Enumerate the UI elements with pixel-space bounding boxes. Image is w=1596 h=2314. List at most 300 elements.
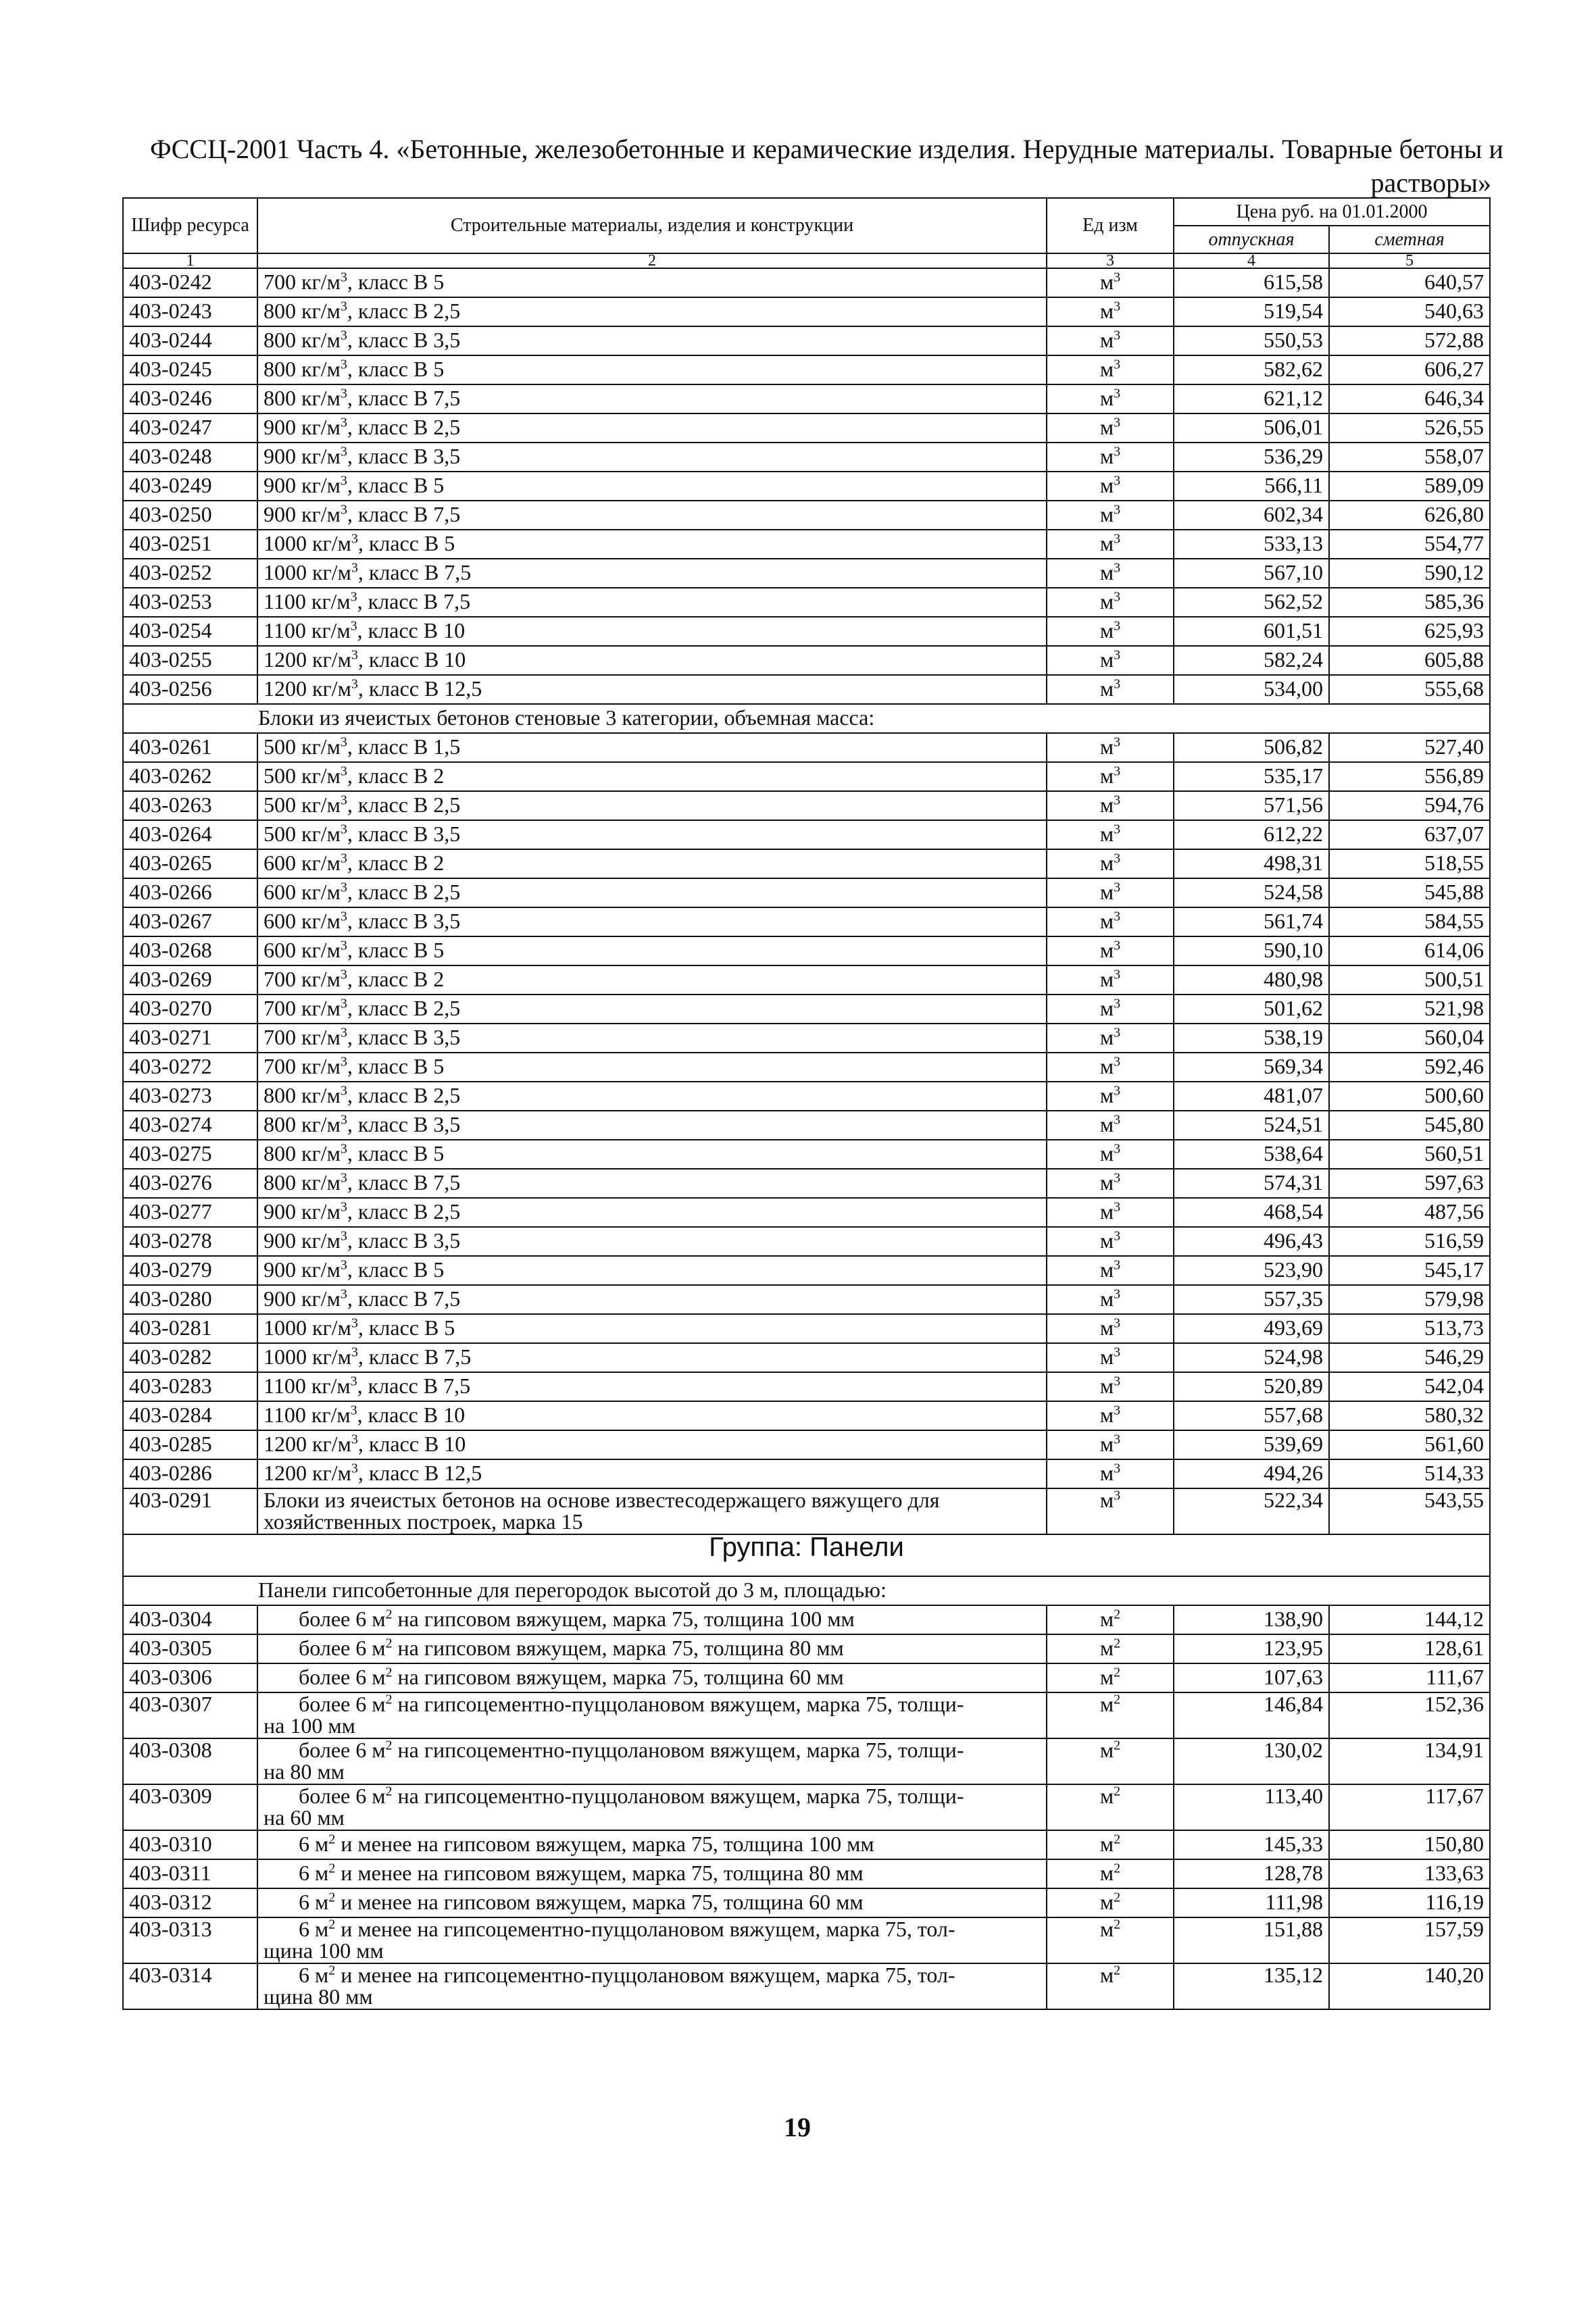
- unit-exponent: 3: [1114, 1112, 1121, 1128]
- table-row: [123, 936, 1490, 965]
- row-code: 403-0265: [123, 849, 257, 878]
- density-text: 900 кг/м: [264, 444, 341, 468]
- row-price-wholesale: 612,22: [1174, 820, 1329, 849]
- density-text: 800 кг/м: [264, 386, 341, 410]
- table-row: [123, 1459, 1490, 1488]
- row-price-wholesale: 571,56: [1174, 791, 1329, 820]
- row-price-estimate: 526,55: [1329, 413, 1490, 443]
- row-price-wholesale: 493,69: [1174, 1314, 1329, 1343]
- unit-text: м: [1099, 967, 1114, 991]
- row-code: 403-0304: [123, 1605, 257, 1634]
- density-text: 900 кг/м: [264, 502, 341, 526]
- row-unit: [1047, 907, 1174, 936]
- density-exponent: 3: [340, 415, 347, 430]
- row-price-estimate: 543,55: [1329, 1488, 1490, 1534]
- row-price-wholesale: 569,34: [1174, 1053, 1329, 1082]
- table-row: [123, 355, 1490, 384]
- density-exponent: 3: [340, 734, 347, 750]
- row-code: 403-0277: [123, 1198, 257, 1227]
- density-exponent: 3: [340, 851, 347, 866]
- row-unit: [1047, 297, 1174, 326]
- density-exponent: 3: [340, 1025, 347, 1040]
- row-description: [257, 820, 1047, 849]
- row-price-estimate: 128,61: [1329, 1634, 1490, 1663]
- row-description: [257, 1663, 1047, 1692]
- row-unit: [1047, 1634, 1174, 1663]
- table-row: [123, 1372, 1490, 1401]
- class-text: , класс В 3,5: [347, 444, 461, 468]
- row-unit: [1047, 384, 1174, 413]
- unit-text: м: [1099, 1286, 1114, 1311]
- unit-text: м: [1099, 1083, 1114, 1107]
- class-text: , класс В 7,5: [347, 1286, 461, 1311]
- row-description: [257, 1830, 1047, 1859]
- table-row: [123, 472, 1490, 501]
- density-exponent: 3: [350, 618, 357, 634]
- unit-text: м: [1099, 1461, 1114, 1485]
- unit-exponent: 3: [1114, 967, 1121, 982]
- density-exponent: 3: [340, 996, 347, 1011]
- unit-exponent: 3: [1114, 676, 1121, 692]
- table-row: [123, 501, 1490, 530]
- unit-text: м: [1099, 531, 1114, 555]
- area-text: 6 м: [299, 1890, 329, 1914]
- area-text: 6 м: [299, 1832, 329, 1856]
- row-description: [257, 1169, 1047, 1198]
- unit-exponent: 3: [1114, 1315, 1121, 1331]
- density-exponent: 3: [340, 270, 347, 285]
- description-text: на гипсовом вяжущем, марка 75, толщина 80 мм: [392, 1636, 844, 1660]
- row-price-estimate: 605,88: [1329, 646, 1490, 675]
- area-text: более 6 м: [299, 1692, 386, 1716]
- unit-text: м: [1099, 1665, 1114, 1689]
- row-description: [257, 878, 1047, 907]
- density-text: 900 кг/м: [264, 1228, 341, 1253]
- table-row: [123, 1024, 1490, 1053]
- unit-exponent: 3: [1114, 1403, 1121, 1418]
- row-price-estimate: 637,07: [1329, 820, 1490, 849]
- row-price-wholesale: 146,84: [1174, 1692, 1329, 1738]
- unit-exponent: 2: [1114, 1917, 1121, 1932]
- col-header-wholesale: отпускная: [1174, 226, 1329, 253]
- description-line-1: [264, 1917, 955, 1941]
- row-price-wholesale: 481,07: [1174, 1082, 1329, 1111]
- row-price-estimate: 111,67: [1329, 1663, 1490, 1692]
- row-price-estimate: 513,73: [1329, 1314, 1490, 1343]
- table-row: [123, 995, 1490, 1024]
- unit-exponent: 3: [1114, 1374, 1121, 1389]
- table-row: [123, 1663, 1490, 1692]
- unit-exponent: 3: [1114, 357, 1121, 372]
- table-row: [123, 588, 1490, 617]
- table-row-0291: [123, 1488, 1490, 1534]
- unit-text: м: [1099, 1432, 1114, 1456]
- unit-text: м: [1099, 793, 1114, 817]
- row-code: 403-0263: [123, 791, 257, 820]
- row-price-estimate: 589,09: [1329, 472, 1490, 501]
- class-text: , класс В 12,5: [357, 1461, 482, 1485]
- area-exponent: 2: [385, 1665, 393, 1680]
- unit-text: м: [1099, 1112, 1114, 1136]
- row-code: 403-0313: [123, 1917, 257, 1963]
- table-row: [123, 297, 1490, 326]
- area-exponent: 2: [328, 1917, 336, 1932]
- unit-text: м: [1099, 1738, 1114, 1762]
- density-text: 1000 кг/м: [264, 1315, 351, 1340]
- row-code: 403-0305: [123, 1634, 257, 1663]
- row-price-wholesale: 113,40: [1174, 1784, 1329, 1830]
- table-row: [123, 559, 1490, 588]
- density-text: 800 кг/м: [264, 1112, 341, 1136]
- row-description: [257, 1963, 1047, 2009]
- col-header-price: Цена руб. на 01.01.2000: [1174, 198, 1490, 226]
- density-text: 700 кг/м: [264, 996, 341, 1020]
- row-price-estimate: 546,29: [1329, 1343, 1490, 1372]
- row-price-wholesale: 522,34: [1174, 1488, 1329, 1534]
- row-code: 403-0253: [123, 588, 257, 617]
- density-text: 700 кг/м: [264, 270, 341, 294]
- row-code: 403-0281: [123, 1314, 257, 1343]
- row-price-wholesale: 562,52: [1174, 588, 1329, 617]
- class-text: , класс В 3,5: [347, 328, 461, 352]
- table-row: [123, 1888, 1490, 1917]
- table-row: [123, 878, 1490, 907]
- row-description: [257, 646, 1047, 675]
- row-unit: [1047, 762, 1174, 791]
- row-price-estimate: 134,91: [1329, 1738, 1490, 1784]
- class-text: , класс В 5: [347, 1257, 445, 1282]
- unit-text: м: [1099, 386, 1114, 410]
- row-price-wholesale: 501,62: [1174, 995, 1329, 1024]
- row-code: 403-0285: [123, 1430, 257, 1459]
- row-price-wholesale: 107,63: [1174, 1663, 1329, 1692]
- description-line-1: [264, 1692, 964, 1716]
- class-text: , класс В 3,5: [347, 1112, 461, 1136]
- description-line-1: [264, 1738, 964, 1762]
- density-text: 900 кг/м: [264, 1257, 341, 1282]
- table-row: [123, 1169, 1490, 1198]
- unit-exponent: 2: [1114, 1738, 1121, 1753]
- unit-text: м: [1099, 270, 1114, 294]
- unit-text: м: [1099, 560, 1114, 584]
- density-exponent: 3: [340, 1112, 347, 1128]
- row-code: 403-0261: [123, 733, 257, 762]
- unit-exponent: 3: [1114, 1083, 1121, 1099]
- row-unit: [1047, 1488, 1174, 1534]
- column-index: 2: [257, 253, 1047, 268]
- unit-text: м: [1099, 909, 1114, 933]
- row-price-wholesale: 145,33: [1174, 1830, 1329, 1859]
- density-text: 900 кг/м: [264, 1286, 341, 1311]
- row-price-wholesale: 582,24: [1174, 646, 1329, 675]
- table-row: [123, 617, 1490, 646]
- unit-exponent: 3: [1114, 270, 1121, 285]
- row-description: [257, 617, 1047, 646]
- description-line-1: [264, 1607, 855, 1631]
- row-unit: [1047, 1285, 1174, 1314]
- description-text: на гипсоцементно-пуццолановом вяжущем, марка 75, толщи-: [392, 1738, 964, 1762]
- unit-exponent: 2: [1114, 1861, 1121, 1876]
- row-code: 403-0273: [123, 1082, 257, 1111]
- row-code: 403-0245: [123, 355, 257, 384]
- row-price-wholesale: 615,58: [1174, 268, 1329, 297]
- row-description: [257, 1285, 1047, 1314]
- row-unit: [1047, 1784, 1174, 1830]
- row-description: [257, 1140, 1047, 1169]
- row-price-estimate: 558,07: [1329, 443, 1490, 472]
- row-code: 403-0274: [123, 1111, 257, 1140]
- density-exponent: 3: [340, 1199, 347, 1215]
- row-description: [257, 1430, 1047, 1459]
- row-description: [257, 1634, 1047, 1663]
- row-unit: [1047, 965, 1174, 995]
- class-text: , класс В 2,5: [347, 299, 461, 323]
- unit-text: м: [1099, 734, 1114, 759]
- table-row: [123, 1053, 1490, 1082]
- row-price-estimate: 554,77: [1329, 530, 1490, 559]
- row-unit: [1047, 849, 1174, 878]
- group-panels-heading: [123, 1534, 1490, 1605]
- area-exponent: 2: [328, 1963, 336, 1978]
- density-exponent: 3: [340, 299, 347, 314]
- row-description: [257, 791, 1047, 820]
- description-text: и менее на гипсоцементно-пуццолановом вяжущем, марка 75, тол-: [335, 1963, 955, 1987]
- row-description: [257, 1314, 1047, 1343]
- row-price-wholesale: 574,31: [1174, 1169, 1329, 1198]
- unit-exponent: 2: [1114, 1832, 1121, 1847]
- row-price-wholesale: 520,89: [1174, 1372, 1329, 1401]
- row-price-wholesale: 498,31: [1174, 849, 1329, 878]
- column-index: 3: [1047, 253, 1174, 268]
- class-text: , класс В 5: [347, 473, 445, 497]
- table-section-c: [123, 1605, 1490, 2009]
- row-code: 403-0246: [123, 384, 257, 413]
- class-text: , класс В 3,5: [347, 1228, 461, 1253]
- row-unit: [1047, 1343, 1174, 1372]
- row-description: [257, 1401, 1047, 1430]
- row-price-wholesale: 524,98: [1174, 1343, 1329, 1372]
- row-price-wholesale: 123,95: [1174, 1634, 1329, 1663]
- unit-text: м: [1099, 1692, 1114, 1716]
- row-price-wholesale: 533,13: [1174, 530, 1329, 559]
- row-description: [257, 1692, 1047, 1738]
- unit-text: м: [1099, 647, 1114, 672]
- density-text: 700 кг/м: [264, 1025, 341, 1049]
- row-price-estimate: 157,59: [1329, 1917, 1490, 1963]
- unit-exponent: 3: [1114, 444, 1121, 459]
- density-text: 600 кг/м: [264, 938, 341, 962]
- row-price-estimate: 585,36: [1329, 588, 1490, 617]
- density-text: 1200 кг/м: [264, 1461, 351, 1485]
- table-row: [123, 413, 1490, 443]
- density-text: 500 кг/м: [264, 734, 341, 759]
- area-exponent: 2: [385, 1607, 393, 1622]
- row-description: [257, 1488, 1047, 1534]
- row-description: [257, 326, 1047, 355]
- class-text: , класс В 7,5: [357, 560, 472, 584]
- column-index: 4: [1174, 253, 1329, 268]
- row-price-estimate: 527,40: [1329, 733, 1490, 762]
- unit-text: м: [1099, 1963, 1114, 1987]
- row-description: [257, 849, 1047, 878]
- unit-exponent: 3: [1114, 647, 1121, 663]
- class-text: , класс В 2,5: [347, 1199, 461, 1224]
- description-line-1: [264, 1890, 864, 1914]
- row-unit: [1047, 1963, 1174, 2009]
- row-price-estimate: 500,51: [1329, 965, 1490, 995]
- row-price-estimate: 516,59: [1329, 1227, 1490, 1256]
- unit-exponent: 3: [1114, 763, 1121, 779]
- row-unit: [1047, 995, 1174, 1024]
- table-row: [123, 1430, 1490, 1459]
- class-text: , класс В 5: [347, 1054, 445, 1078]
- density-text: 1200 кг/м: [264, 676, 351, 701]
- unit-exponent: 3: [1114, 589, 1121, 605]
- class-text: , класс В 5: [357, 1315, 455, 1340]
- row-unit: [1047, 675, 1174, 704]
- col-header-estimate: сметная: [1329, 226, 1490, 253]
- density-exponent: 3: [351, 1315, 358, 1331]
- unit-text: м: [1099, 1374, 1114, 1398]
- row-description: [257, 1343, 1047, 1372]
- row-unit: [1047, 443, 1174, 472]
- row-price-wholesale: 138,90: [1174, 1605, 1329, 1634]
- row-code: 403-0250: [123, 501, 257, 530]
- row-code: 403-0284: [123, 1401, 257, 1430]
- row-price-wholesale: 128,78: [1174, 1859, 1329, 1888]
- row-price-estimate: 560,51: [1329, 1140, 1490, 1169]
- unit-exponent: 3: [1114, 909, 1121, 924]
- unit-text: м: [1099, 1170, 1114, 1194]
- density-exponent: 3: [340, 763, 347, 779]
- row-unit: [1047, 1053, 1174, 1082]
- row-code: 403-0249: [123, 472, 257, 501]
- unit-text: м: [1099, 1890, 1114, 1914]
- unit-exponent: 2: [1114, 1636, 1121, 1651]
- area-text: более 6 м: [299, 1784, 386, 1808]
- description-line-2: на 100 мм: [264, 1713, 355, 1738]
- density-text: 700 кг/м: [264, 1054, 341, 1078]
- table-row: [123, 791, 1490, 820]
- description-text: и менее на гипсовом вяжущем, марка 75, толщина 60 мм: [335, 1890, 864, 1914]
- row-price-wholesale: 536,29: [1174, 443, 1329, 472]
- density-text: 900 кг/м: [264, 1199, 341, 1224]
- table-row: [123, 646, 1490, 675]
- unit-exponent: 2: [1114, 1665, 1121, 1680]
- table-row: [123, 1227, 1490, 1256]
- unit-text: м: [1099, 1917, 1114, 1941]
- row-price-wholesale: 506,01: [1174, 413, 1329, 443]
- row-code: 403-0256: [123, 675, 257, 704]
- row-description: [257, 413, 1047, 443]
- row-unit: [1047, 1227, 1174, 1256]
- unit-exponent: 3: [1114, 386, 1121, 401]
- row-description: [257, 1198, 1047, 1227]
- table-row: [123, 1917, 1490, 1963]
- row-code: 403-0306: [123, 1663, 257, 1692]
- unit-text: м: [1099, 1025, 1114, 1049]
- table-row: [123, 1784, 1490, 1830]
- density-text: 700 кг/м: [264, 967, 341, 991]
- row-price-wholesale: 621,12: [1174, 384, 1329, 413]
- density-text: 800 кг/м: [264, 1083, 341, 1107]
- row-description: [257, 1082, 1047, 1111]
- row-description: [257, 1111, 1047, 1140]
- row-price-estimate: 144,12: [1329, 1605, 1490, 1634]
- row-price-wholesale: 480,98: [1174, 965, 1329, 995]
- density-exponent: 3: [340, 938, 347, 953]
- table-row: [123, 1111, 1490, 1140]
- description-line-1: [264, 1832, 874, 1856]
- row-description: [257, 501, 1047, 530]
- row-code: 403-0278: [123, 1227, 257, 1256]
- row-description: [257, 1459, 1047, 1488]
- density-exponent: 3: [340, 1054, 347, 1070]
- unit-text: м: [1099, 1861, 1114, 1885]
- row-code: 403-0248: [123, 443, 257, 472]
- row-price-wholesale: 135,12: [1174, 1963, 1329, 2009]
- row-code: 403-0279: [123, 1256, 257, 1285]
- class-text: , класс В 2,5: [347, 1083, 461, 1107]
- table-row: [123, 268, 1490, 297]
- row-price-estimate: 133,63: [1329, 1859, 1490, 1888]
- unit-exponent: 3: [1114, 1025, 1121, 1040]
- table-row: [123, 1692, 1490, 1738]
- unit-exponent: 3: [1114, 938, 1121, 953]
- unit-text: м: [1099, 822, 1114, 846]
- row-price-wholesale: 524,51: [1174, 1111, 1329, 1140]
- density-text: 1100 кг/м: [264, 589, 351, 613]
- row-price-estimate: 514,33: [1329, 1459, 1490, 1488]
- row-code: 403-0270: [123, 995, 257, 1024]
- density-exponent: 3: [340, 1170, 347, 1186]
- unit-text: м: [1099, 851, 1114, 875]
- row-price-wholesale: 601,51: [1174, 617, 1329, 646]
- row-price-wholesale: 539,69: [1174, 1430, 1329, 1459]
- row-code: 403-0252: [123, 559, 257, 588]
- row-price-estimate: 579,98: [1329, 1285, 1490, 1314]
- row-price-estimate: 606,27: [1329, 355, 1490, 384]
- row-code: 403-0255: [123, 646, 257, 675]
- row-unit: [1047, 268, 1174, 297]
- density-exponent: 3: [340, 822, 347, 837]
- row-code: 403-0268: [123, 936, 257, 965]
- row-price-estimate: 521,98: [1329, 995, 1490, 1024]
- class-text: , класс В 7,5: [347, 1170, 461, 1194]
- row-price-wholesale: 468,54: [1174, 1198, 1329, 1227]
- density-exponent: 3: [340, 1083, 347, 1099]
- row-description: [257, 1053, 1047, 1082]
- unit-text: м: [1099, 1607, 1114, 1631]
- area-text: 6 м: [299, 1861, 329, 1885]
- table-row: [123, 1256, 1490, 1285]
- row-code: 403-0282: [123, 1343, 257, 1372]
- unit-exponent: 2: [1114, 1890, 1121, 1905]
- row-description: [257, 355, 1047, 384]
- row-description: [257, 1738, 1047, 1784]
- row-code: 403-0308: [123, 1738, 257, 1784]
- unit-text: м: [1099, 676, 1114, 701]
- unit-text: м: [1099, 328, 1114, 352]
- unit-text: м: [1099, 1054, 1114, 1078]
- class-text: , класс В 5: [347, 270, 445, 294]
- density-exponent: 3: [351, 531, 358, 547]
- density-exponent: 3: [351, 1344, 358, 1360]
- density-text: 1000 кг/м: [264, 531, 351, 555]
- density-exponent: 3: [351, 560, 358, 576]
- row-price-wholesale: 602,34: [1174, 501, 1329, 530]
- row-unit: [1047, 1917, 1174, 1963]
